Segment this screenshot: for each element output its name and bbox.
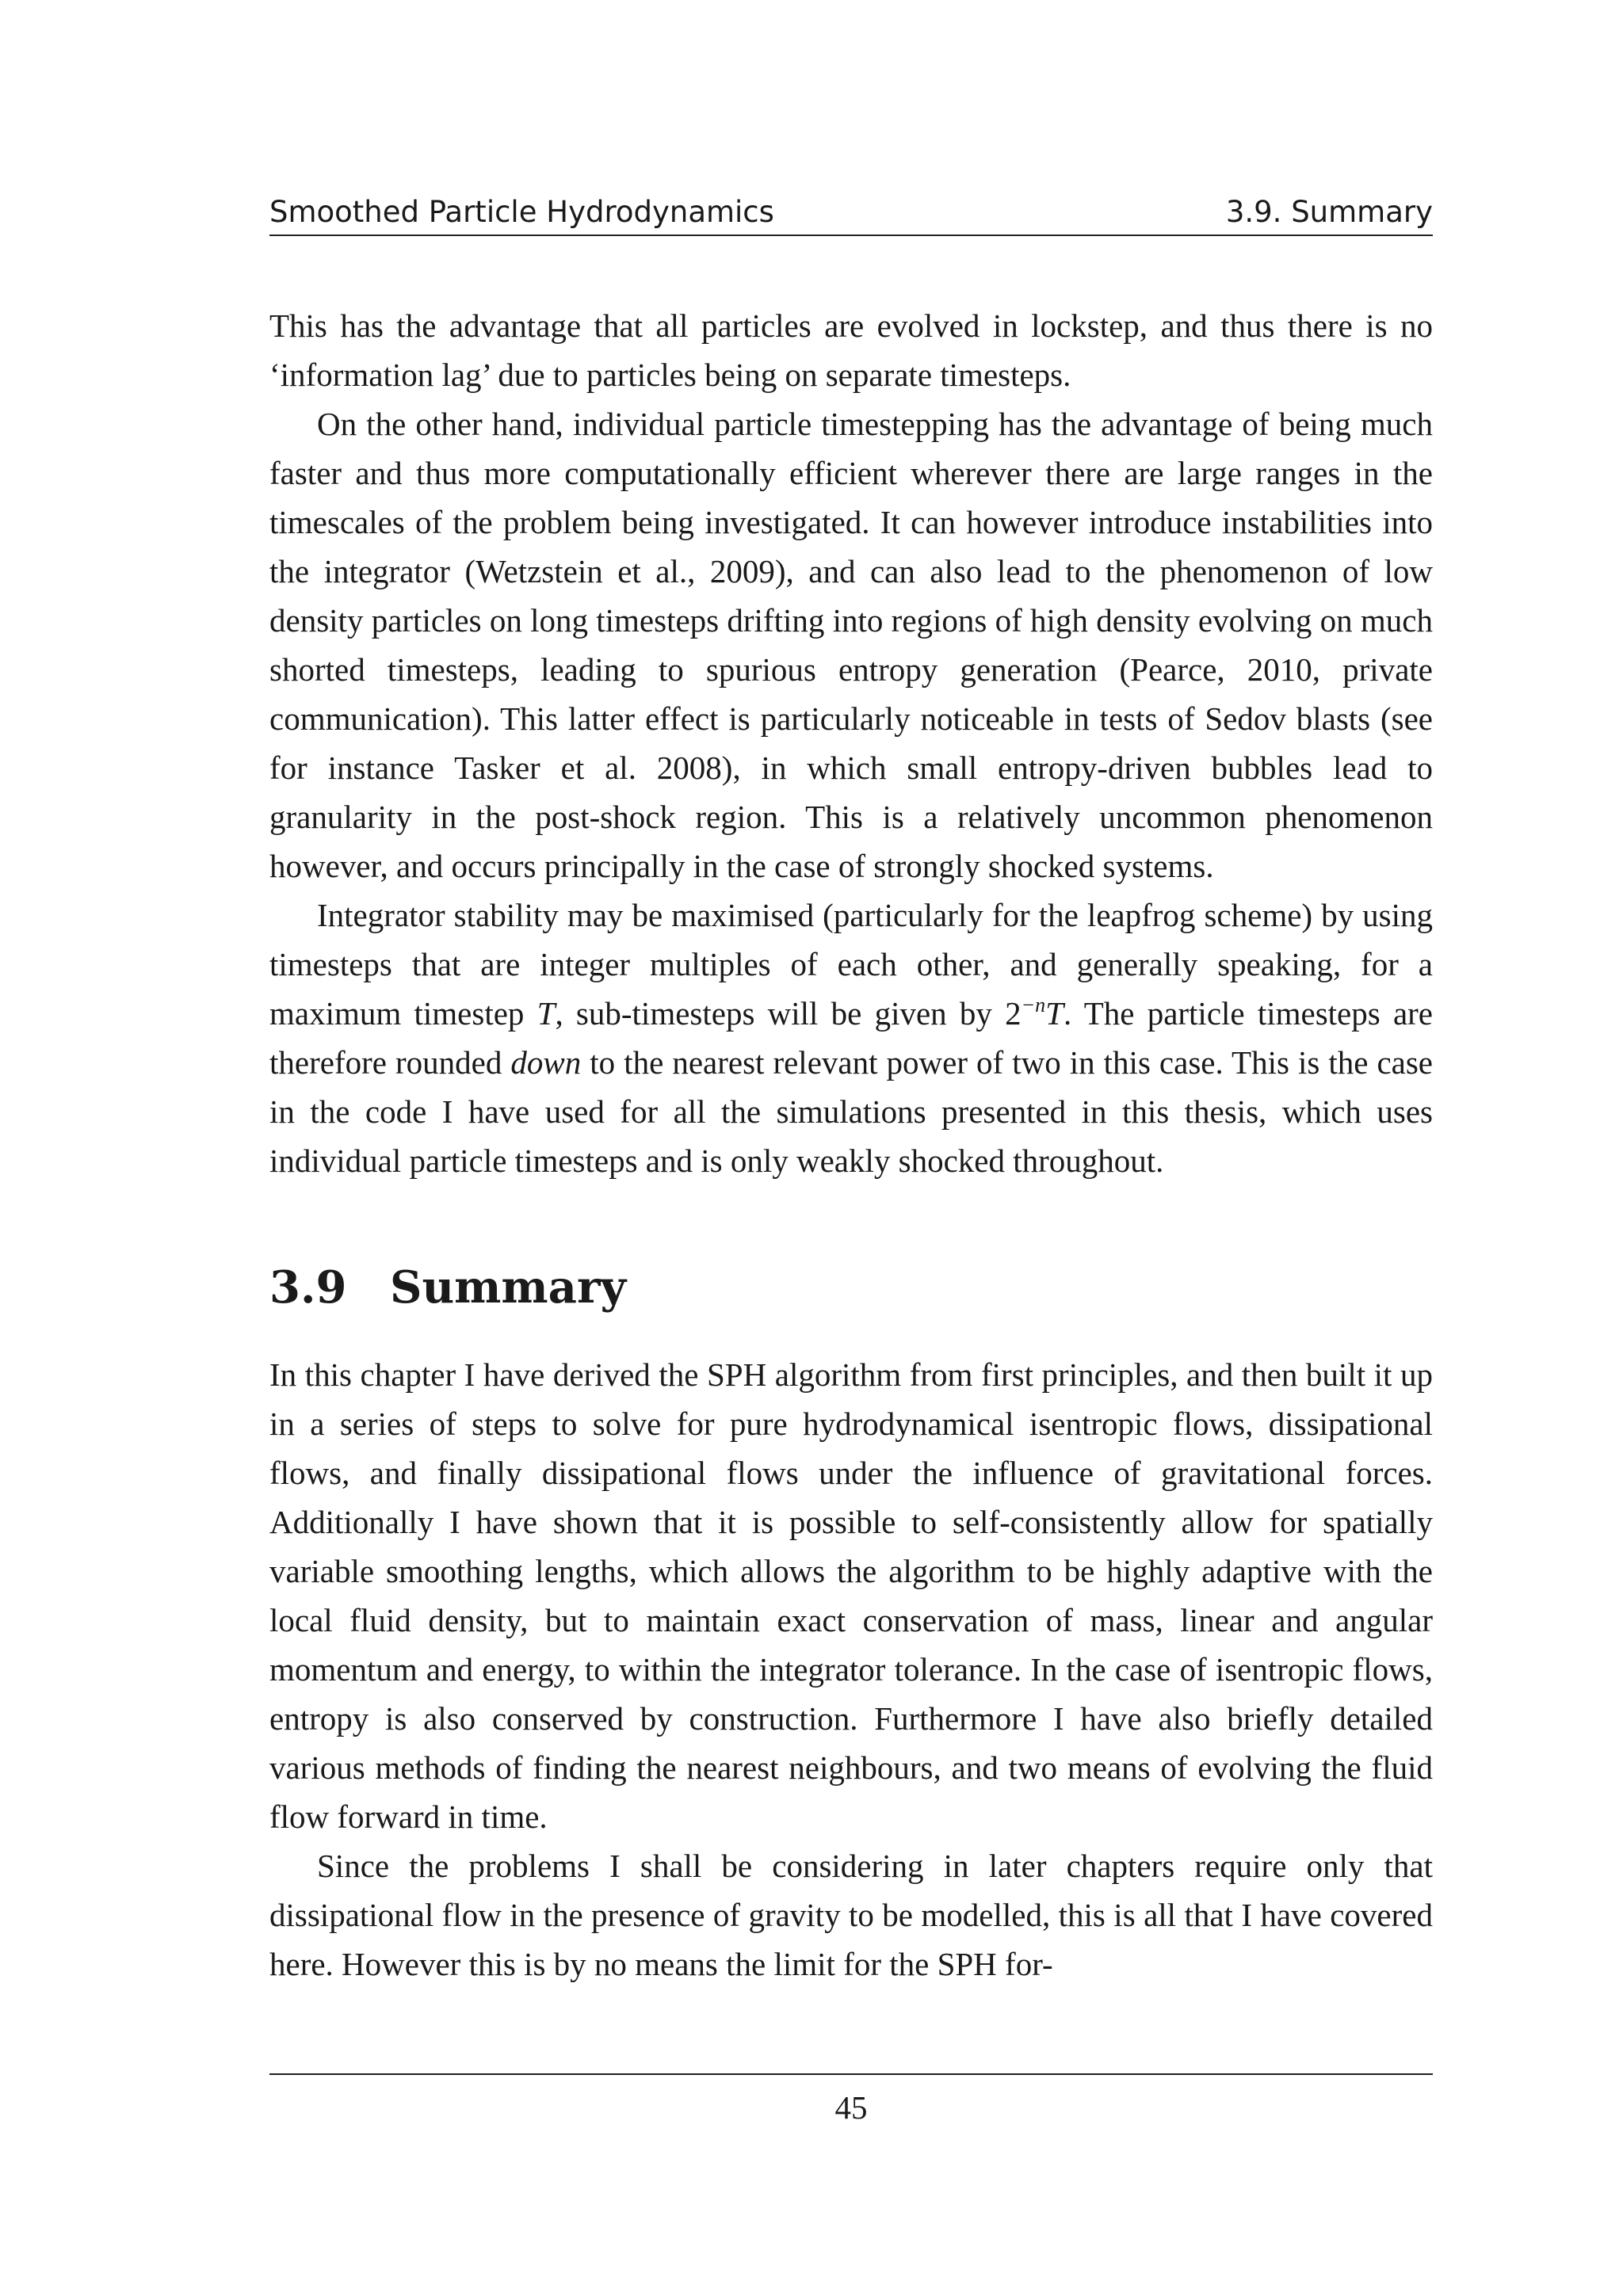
running-header-chapter: Smoothed Particle Hydrodynamics xyxy=(269,195,774,229)
section-number: 3.9 xyxy=(269,1261,347,1314)
math-symbol-t: T xyxy=(1045,995,1064,1032)
page-number: 45 xyxy=(834,2089,868,2126)
paragraph-scope: Since the problems I shall be considering in later chapters require only that dissipational flow in the presence of gravity to be modelled, this is all that I have covered here. However this is by no means the limit for the SPH for- xyxy=(269,1848,1433,1982)
footer-rule xyxy=(269,2073,1433,2075)
text-run: Integrator stability may be maximised (particularly for the leapfrog scheme) by using timesteps that are integer multiples of each other, and generally speaking, for a maximum timestep xyxy=(269,897,1433,1032)
page-body xyxy=(269,301,1433,1989)
math-symbol-t: T xyxy=(537,995,556,1032)
section-title: Summary xyxy=(390,1261,626,1314)
running-header-section: 3.9. Summary xyxy=(1225,195,1433,229)
section-heading xyxy=(269,1260,1433,1315)
math-exponent: −n xyxy=(1021,994,1046,1016)
text-run: to the nearest relevant power of two in this case. This is the case in the code I have used for all the simulations presented in this thesis, which uses individual particle timesteps and is only weakly shocked throughout. xyxy=(269,1044,1434,1179)
text-run: . The particle timesteps are therefore rounded xyxy=(269,995,1433,1081)
text-run: , sub-timesteps will be given by 2 xyxy=(555,995,1022,1032)
paragraph-summary: In this chapter I have derived the SPH algorithm from first principles, and then built it up in a series of steps to solve for pure hydrodynamical isentropic flows, dissipational flows, and finally dissipational flows under the influence of gravitational forces. Additionally I have shown that it is possible to self-consistently allow for spatially variable smoothing lengths, which allows the algorithm to be highly adaptive with the local fluid density, but to maintain exact conservation of mass, linear and angular momentum and energy, to within the integrator tolerance. In the case of isentropic flows, entropy is also conserved by construction. Furthermore I have also briefly detailed various methods of finding the nearest neighbours, and two means of evolving the fluid flow forward in time. xyxy=(269,1356,1433,1835)
paragraph-individual-timestepping: On the other hand, individual particle timestepping has the advantage of being much faster and thus more computationally efficient wherever there are large ranges in the timescales of the problem being investigated. It can however introduce instabilities into the integrator (Wetzstein et al., 2009), and can also lead to the phenomenon of low density particles on long timesteps drifting into regions of high density evolving on much shorted timesteps, leading to spurious entropy generation (Pearce, 2010, private communication). This latter effect is particularly noticeable in tests of Sedov blasts (see for instance Tasker et al. 2008), in which small entropy-driven bubbles lead to granularity in the post-shock region. This is a relatively uncommon phenomenon however, and occurs principally in the case of strongly shocked systems. xyxy=(269,406,1433,884)
emphasis-down: down xyxy=(510,1044,582,1081)
paragraph-lockstep: This has the advantage that all particles are evolved in lockstep, and thus there is no ‘information lag’ due to particles being on separate timesteps. xyxy=(269,307,1433,393)
running-header xyxy=(269,190,1433,236)
paragraph-integrator-stability xyxy=(269,891,1433,1185)
